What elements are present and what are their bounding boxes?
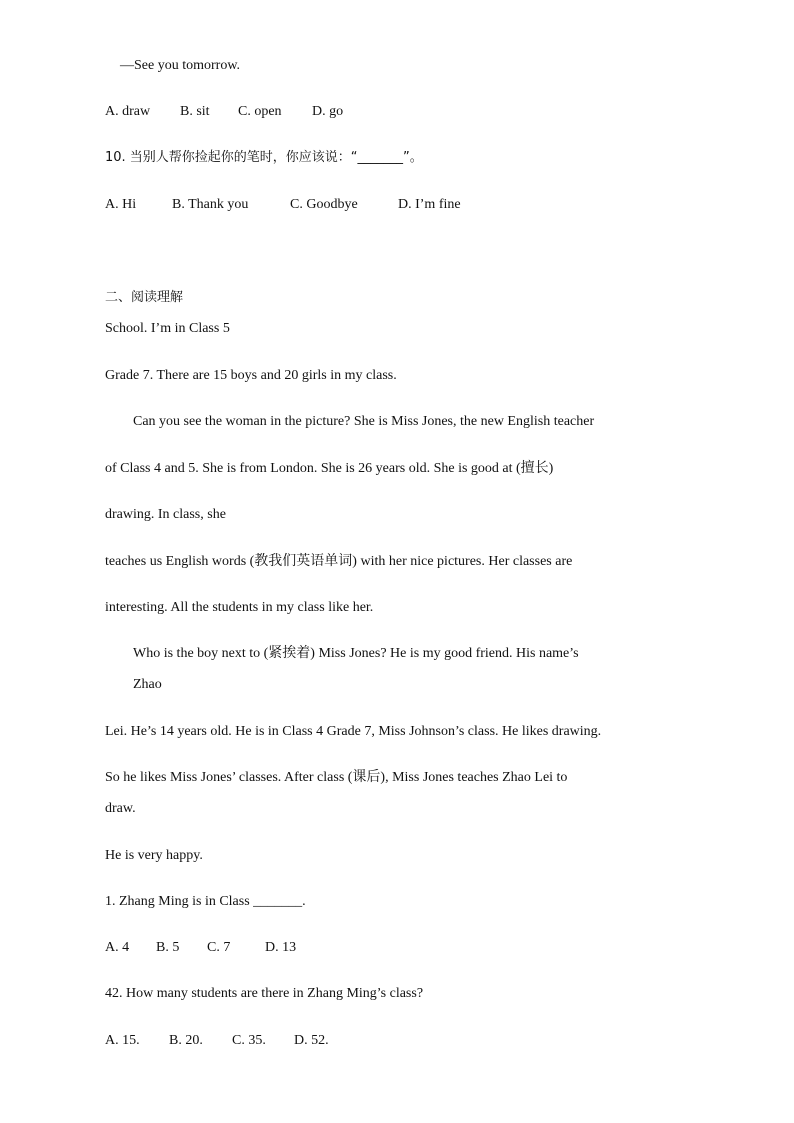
passage-line: interesting. All the students in my class like her. [105, 600, 374, 615]
passage-line: School. I’m in Class 5 [105, 321, 230, 336]
passage-line: Grade 7. There are 15 boys and 20 girls in my class. [105, 368, 397, 383]
q1-option-a: A. 4 [105, 940, 130, 955]
q9-option-a: A. draw [105, 104, 151, 119]
passage-line: Who is the boy next to (紧挨着) Miss Jones? He is my good friend. His name’s [133, 646, 579, 661]
q42-option-a: A. 15. [105, 1033, 140, 1048]
passage-line: He is very happy. [105, 848, 203, 863]
q10-option-b: B. Thank you [172, 197, 249, 212]
q1-option-c: C. 7 [207, 940, 231, 955]
section-heading-reading: 二、阅读理解 [105, 290, 184, 305]
q42-options [105, 1032, 329, 1050]
question-10: 10. 当别人帮你捡起你的笔时，你应该说：“_______”。 [105, 150, 423, 165]
q42-option-b: B. 20. [169, 1033, 203, 1048]
q1-options [105, 939, 296, 957]
question-42: 42. How many students are there in Zhang Ming’s class? [105, 986, 424, 1001]
q9-option-b: B. sit [180, 104, 210, 119]
q9-option-c: C. open [238, 104, 282, 119]
q10-option-a: A. Hi [105, 197, 137, 212]
q1-option-b: B. 5 [156, 940, 180, 955]
passage-line: draw. [105, 801, 136, 816]
q9-option-d: D. go [312, 104, 344, 119]
q10-options [105, 196, 461, 214]
q10-option-d: D. I’m fine [398, 197, 461, 212]
passage-line: Can you see the woman in the picture? She is Miss Jones, the new English teacher [133, 414, 595, 429]
passage-line: So he likes Miss Jones’ classes. After class (课后), Miss Jones teaches Zhao Lei to [105, 770, 568, 785]
q42-option-c: C. 35. [232, 1033, 266, 1048]
passage-line: drawing. In class, she [105, 507, 226, 522]
q10-option-c: C. Goodbye [290, 197, 358, 212]
q9-options [105, 103, 343, 121]
dialogue-line: —See you tomorrow. [120, 58, 241, 73]
q42-option-d: D. 52. [294, 1033, 329, 1048]
passage-line: teaches us English words (教我们英语单词) with her nice pictures. Her classes are [105, 554, 573, 569]
q1-option-d: D. 13 [265, 940, 297, 955]
question-1: 1. Zhang Ming is in Class _______. [105, 894, 306, 909]
passage-line: Lei. He’s 14 years old. He is in Class 4 Grade 7, Miss Johnson’s class. He likes drawing. [105, 724, 602, 739]
passage-line: Zhao [133, 677, 162, 692]
passage-line: of Class 4 and 5. She is from London. She is 26 years old. She is good at (擅长) [105, 461, 554, 476]
